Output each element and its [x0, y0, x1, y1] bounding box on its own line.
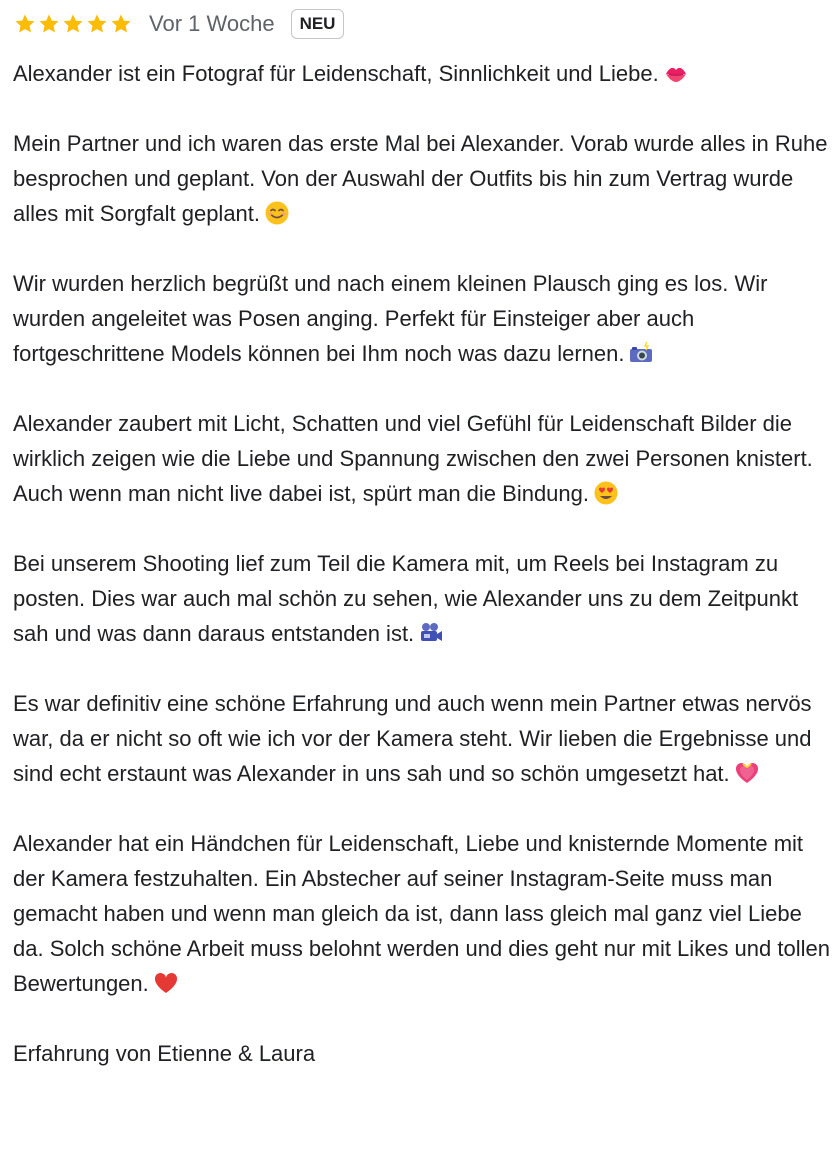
review-paragraph: [13, 266, 834, 371]
star-icon: [13, 12, 37, 36]
smiling-face-icon: [264, 200, 290, 226]
review-body: [13, 56, 834, 1071]
paragraph-text: Mein Partner und ich waren das erste Mal bei Alexander. Vorab wurde alles in Ruhe besprochen und geplant. Von der Auswahl der Outfits bis hin zum Vertrag wurde alles mit Sorgfalt geplant.: [13, 131, 828, 226]
heart-ribbon-icon: [734, 760, 760, 786]
kiss-mark-icon: [663, 60, 689, 86]
star-icon: [109, 12, 133, 36]
review-date: Vor 1 Woche: [149, 11, 275, 36]
paragraph-text: Erfahrung von Etienne & Laura: [13, 1041, 316, 1066]
paragraph-text: Bei unserem Shooting lief zum Teil die Kamera mit, um Reels bei Instagram zu posten. Dies war auch mal schön zu sehen, wie Alexander uns zu dem Zeitpunkt sah und was dann daraus entstanden ist.: [13, 551, 799, 646]
paragraph-text: Alexander zaubert mit Licht, Schatten und viel Gefühl für Leidenschaft Bilder die wirklich zeigen wie die Liebe und Spannung zwischen den zwei Personen knistert. Auch wenn man nicht live dabei ist, spürt man die Bindung.: [13, 411, 813, 506]
review-paragraph: [13, 126, 834, 231]
review-paragraph: [13, 546, 834, 651]
review-paragraph: [13, 56, 834, 91]
heart-eyes-icon: [593, 480, 619, 506]
movie-camera-icon: [418, 620, 444, 646]
new-badge: NEU: [291, 9, 345, 39]
review-paragraph: [13, 826, 834, 1001]
star-icon: [61, 12, 85, 36]
review-paragraph: [13, 686, 834, 791]
paragraph-text: Es war definitiv eine schöne Erfahrung und auch wenn mein Partner etwas nervös war, da er nicht so oft wie ich vor der Kamera steht. Wir lieben die Ergebnisse und sind echt erstaunt was Alexander in uns sah und so schön umgesetzt hat.: [13, 691, 812, 786]
star-rating: [13, 12, 133, 36]
review-paragraph: [13, 406, 834, 511]
camera-flash-icon: [628, 340, 654, 366]
paragraph-text: Alexander hat ein Händchen für Leidenschaft, Liebe und knisternde Momente mit der Kamera festzuhalten. Ein Abstecher auf seiner Instagram-Seite muss man gemacht haben und wenn man gleich da ist, dann lass gleich mal ganz viel Liebe da. Solch schöne Arbeit muss belohnt werden und dies geht nur mit Likes und tollen Bewertungen.: [13, 831, 830, 996]
star-icon: [37, 12, 61, 36]
review-signature: [13, 1036, 834, 1071]
paragraph-text: Wir wurden herzlich begrüßt und nach einem kleinen Plausch ging es los. Wir wurden angeleitet was Posen anging. Perfekt für Einsteiger aber auch fortgeschrittene Models können bei Ihm noch was dazu lernen.: [13, 271, 768, 366]
paragraph-text: Alexander ist ein Fotograf für Leidenschaft, Sinnlichkeit und Liebe.: [13, 61, 659, 86]
red-heart-icon: [153, 970, 179, 996]
star-icon: [85, 12, 109, 36]
review-header: [13, 0, 821, 46]
